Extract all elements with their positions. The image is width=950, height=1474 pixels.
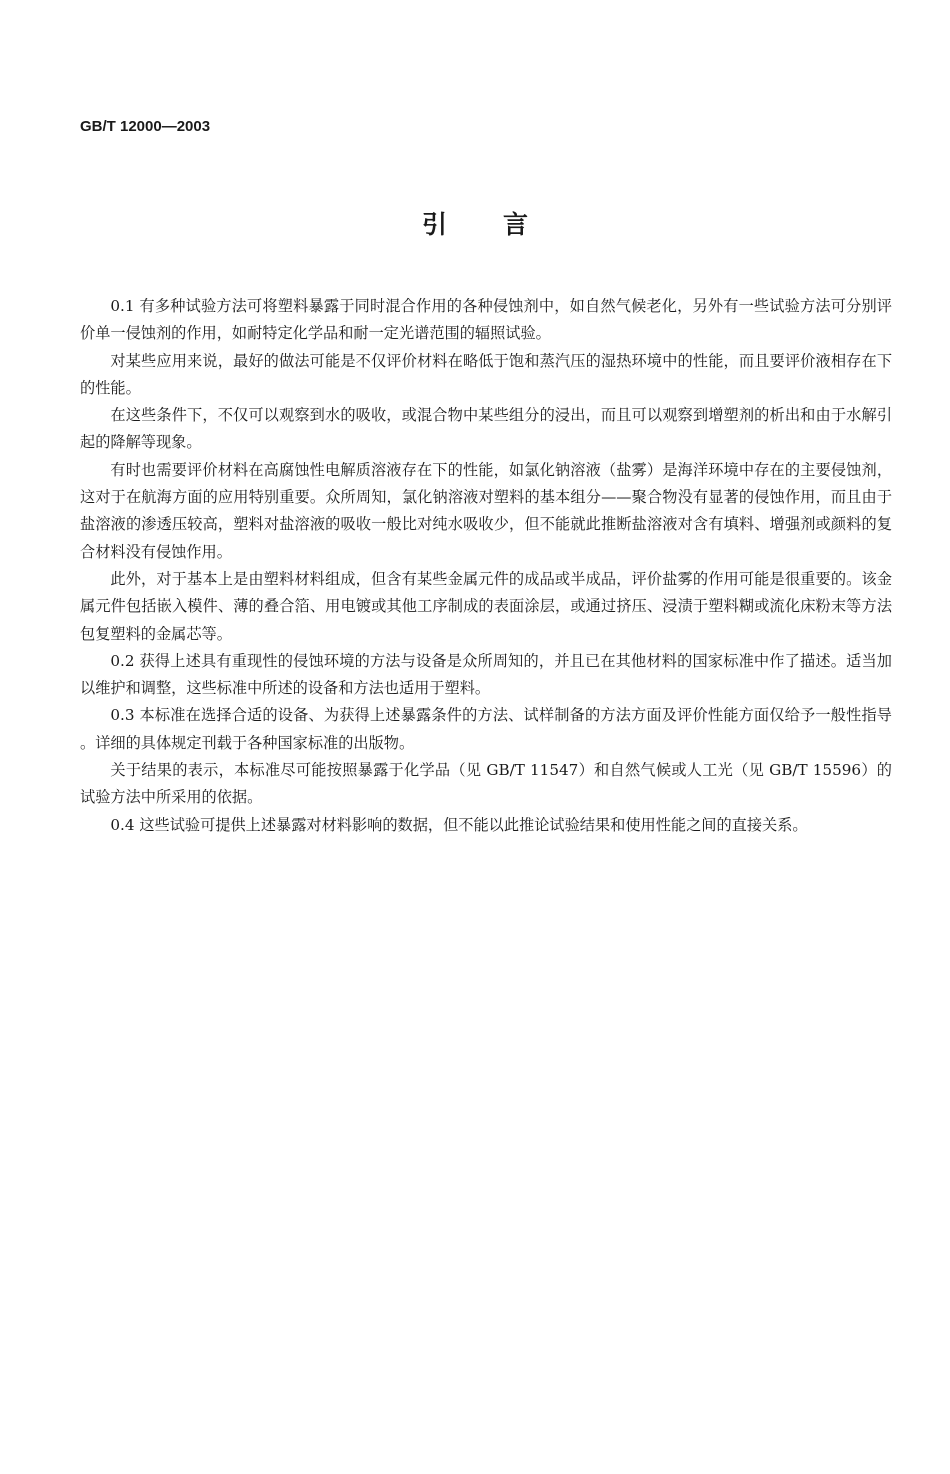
page-title [0, 205, 950, 241]
paragraph-0-2: 0.2 获得上述具有重现性的侵蚀环境的方法与设备是众所周知的，并且已在其他材料的国家标准中作了描述。适当加以维护和调整，这些标准中所述的设备和方法也适用于塑料。 [80, 651, 892, 698]
standard-code: GB/T 12000—2003 [80, 118, 211, 135]
title-char-2: 言 [503, 210, 529, 239]
title-char-1: 引 [421, 210, 447, 239]
paragraph-0-1: 0.1 有多种试验方法可将塑料暴露于同时混合作用的各种侵蚀剂中，如自然气候老化，另外有一些试验方法可分别评价单一侵蚀剂的作用，如耐特定化学品和耐一定光谱范围的辐照试验。 [80, 297, 892, 343]
paragraph: 在这些条件下，不仅可以观察到水的吸收，或混合物中某些组分的浸出，而且可以观察到增塑剂的析出和由于水解引起的降解等现象。 [80, 406, 892, 452]
paragraph: 对某些应用来说，最好的做法可能是不仅评价材料在略低于饱和蒸汽压的湿热环境中的性能，而且要评价液相存在下的性能。 [80, 351, 892, 397]
paragraph: 此外，对于基本上是由塑料材料组成，但含有某些金属元件的成品或半成品，评价盐雾的作用可能是很重要的。该金属元件包括嵌入模件、薄的叠合箔、用电镀或其他工序制成的表面涂层，或通过挤压、浸渍于塑料糊或流化床粉末等方法包复塑料的金属芯等。 [80, 569, 892, 643]
paragraph: 有时也需要评价材料在高腐蚀性电解质溶液存在下的性能，如氯化钠溶液（盐雾）是海洋环境中存在的主要侵蚀剂，这对于在航海方面的应用特别重要。众所周知，氯化钠溶液对塑料的基本组分——聚合物没有显著的侵蚀作用，而且由于盐溶液的渗透压较高，塑料对盐溶液的吸收一般比对纯水吸收少，但不能就此推断盐溶液对含有填料、增强剂或颜料的复合材料没有侵蚀作用。 [80, 460, 892, 561]
paragraph: 关于结果的表示，本标准尽可能按照暴露于化学品（见 GB/T 11547）和自然气候或人工光（见 GB/T 15596）的试验方法中所采用的依据。 [80, 761, 892, 807]
body-text [80, 293, 892, 839]
paragraph-0-4: 0.4 这些试验可提供上述暴露对材料影响的数据，但不能以此推论试验结果和使用性能之间的直接关系。 [110, 815, 808, 834]
paragraph-0-3: 0.3 本标准在选择合适的设备、为获得上述暴露条件的方法、试样制备的方法方面及评价性能方面仅给予一般性指导。详细的具体规定刊载于各种国家标准的出版物。 [80, 706, 892, 752]
